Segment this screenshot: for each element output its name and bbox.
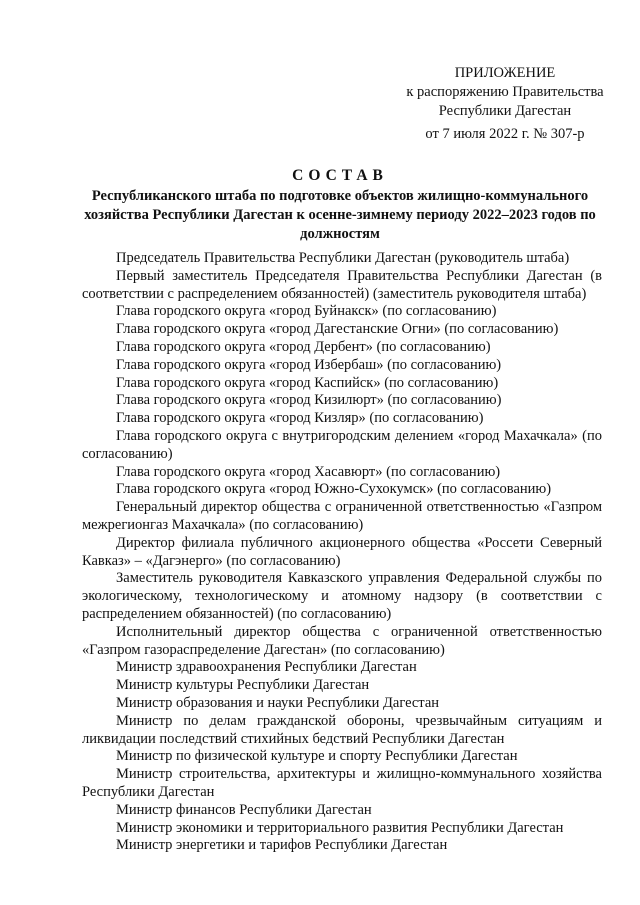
member-item: Глава городского округа «город Дербент» (по согласованию) xyxy=(116,338,491,355)
annex-block xyxy=(390,64,620,144)
member-item: Министр экономики и территориального развития Республики Дагестан xyxy=(116,819,564,836)
annex-line-1: к распоряжению Правительства xyxy=(406,84,604,100)
member-item: Первый заместитель Председателя Правительства Республики Дагестан (в соответствии с распределением обязанностей) (заместитель руководителя штаба) xyxy=(82,267,602,302)
member-item: Глава городского округа «город Кизляр» (по согласованию) xyxy=(116,410,484,427)
member-item: Министр образования и науки Республики Дагестан xyxy=(116,694,440,711)
member-item: Министр финансов Республики Дагестан xyxy=(116,801,372,818)
member-item: Министр по физической культуре и спорту Республики Дагестан xyxy=(116,748,518,765)
document-heading xyxy=(60,166,620,244)
member-item: Председатель Правительства Республики Дагестан (руководитель штаба) xyxy=(116,250,570,266)
member-item: Министр культуры Республики Дагестан xyxy=(116,677,370,694)
heading-subtitle: Республиканского штаба по подготовке объектов жилищно-коммунального хозяйства Республики Дагестан к осенне-зимнему периоду 2022–2023 годов по должностям xyxy=(84,188,596,242)
member-item: Министр здравоохранения Республики Дагестан xyxy=(116,659,417,676)
member-item: Директор филиала публичного акционерного общества «Россети Северный Кавказ» – «Дагэнерго» (по согласованию) xyxy=(82,534,602,569)
member-item: Глава городского округа «город Южно-Сухокумск» (по согласованию) xyxy=(116,481,552,498)
member-item: Глава городского округа «город Дагестанские Огни» (по согласованию) xyxy=(116,321,559,338)
member-item: Заместитель руководителя Кавказского управления Федеральной службы по экологическому, технологическому и атомному надзору (в соответствии с распределением обязанностей) (по согласованию) xyxy=(82,570,602,622)
member-item: Глава городского округа «город Хасавюрт» (по согласованию) xyxy=(116,463,501,480)
member-item: Исполнительный директор общества с ограниченной ответственностью «Газпром газораспределение Дагестан» (по согласованию) xyxy=(82,623,602,658)
member-item: Глава городского округа «город Кизилюрт» (по согласованию) xyxy=(116,392,502,409)
member-item: Глава городского округа с внутригородским делением «город Махачкала» (по согласованию) xyxy=(82,427,602,462)
member-item: Генеральный директор общества с ограниченной ответственностью «Газпром межрегионгаз Махачкала» (по согласованию) xyxy=(82,499,602,533)
annex-title: ПРИЛОЖЕНИЕ xyxy=(454,65,556,81)
heading-title: СОСТАВ xyxy=(292,167,388,184)
member-item: Глава городского округа «город Буйнакск» (по согласованию) xyxy=(116,303,497,320)
member-item: Министр строительства, архитектуры и жилищно-коммунального хозяйства Республики Дагестан xyxy=(82,766,602,800)
member-item: Глава городского округа «город Каспийск» (по согласованию) xyxy=(116,374,499,391)
members-list xyxy=(82,250,602,855)
annex-date: от 7 июля 2022 г. № 307-р xyxy=(425,126,585,142)
member-item: Министр энергетики и тарифов Республики Дагестан xyxy=(116,837,448,854)
annex-line-2: Республики Дагестан xyxy=(438,103,572,119)
member-item: Министр по делам гражданской обороны, чрезвычайным ситуациям и ликвидации последствий стихийных бедствий Республики Дагестан xyxy=(82,712,602,747)
member-item: Глава городского округа «город Избербаш» (по согласованию) xyxy=(116,356,502,373)
